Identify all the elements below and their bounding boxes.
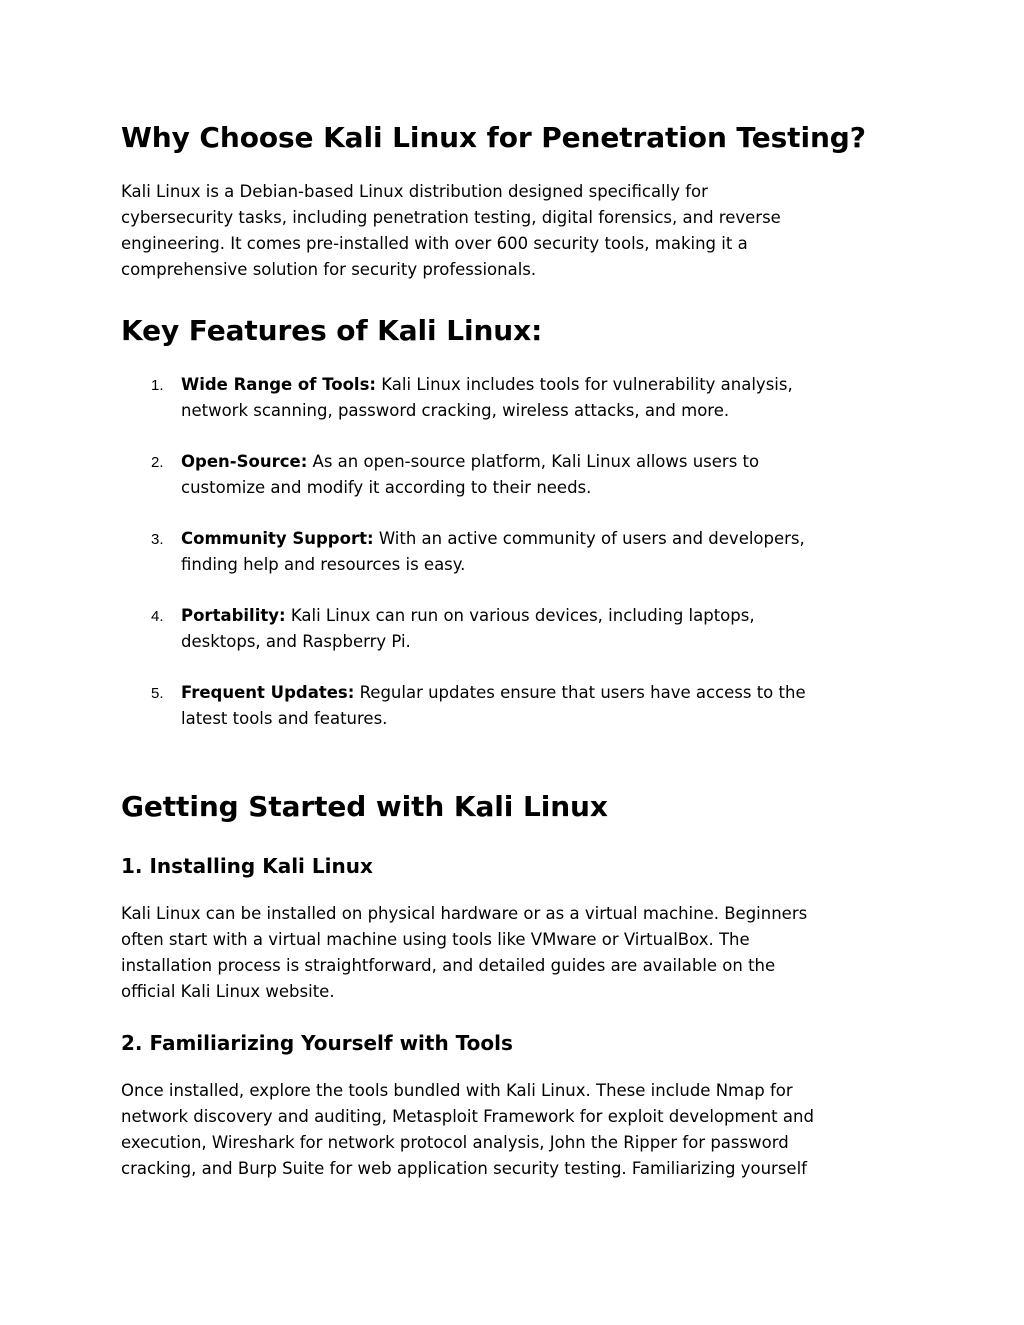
feature-description: As an open-source platform, Kali Linux allows users to bbox=[307, 452, 760, 471]
paragraph-line: official Kali Linux website. bbox=[121, 982, 335, 1001]
list-number: 5. bbox=[151, 685, 164, 702]
list-number: 2. bbox=[151, 454, 164, 471]
feature-description: Kali Linux can run on various devices, including laptops, bbox=[285, 606, 755, 625]
subheading-installing: 1. Installing Kali Linux bbox=[121, 854, 373, 878]
paragraph-line: comprehensive solution for security professionals. bbox=[121, 260, 537, 279]
feature-term: Community Support: bbox=[181, 529, 374, 548]
paragraph-line: Once installed, explore the tools bundled with Kali Linux. These include Nmap for bbox=[121, 1081, 793, 1100]
feature-description: With an active community of users and developers, bbox=[373, 529, 805, 548]
list-number: 4. bbox=[151, 608, 164, 625]
feature-term: Portability: bbox=[181, 606, 286, 625]
feature-description-continued: finding help and resources is easy. bbox=[181, 555, 466, 574]
subheading-familiarizing-tools: 2. Familiarizing Yourself with Tools bbox=[121, 1031, 513, 1055]
paragraph-line: cracking, and Burp Suite for web application security testing. Familiarizing yourself bbox=[121, 1159, 807, 1178]
paragraph-installing bbox=[121, 901, 901, 1005]
paragraph-line: execution, Wireshark for network protocol analysis, John the Ripper for password bbox=[121, 1133, 789, 1152]
heading-why-choose-kali: Why Choose Kali Linux for Penetration Testing? bbox=[121, 121, 866, 154]
feature-term: Open-Source: bbox=[181, 452, 308, 471]
feature-description-continued: desktops, and Raspberry Pi. bbox=[181, 632, 411, 651]
feature-description-continued: customize and modify it according to their needs. bbox=[181, 478, 592, 497]
feature-description-continued: network scanning, password cracking, wireless attacks, and more. bbox=[181, 401, 730, 420]
list-number: 1. bbox=[151, 377, 164, 394]
paragraph-why-choose-kali bbox=[121, 179, 901, 283]
feature-term: Frequent Updates: bbox=[181, 683, 355, 702]
paragraph-line: often start with a virtual machine using tools like VMware or VirtualBox. The bbox=[121, 930, 750, 949]
paragraph-line: engineering. It comes pre-installed with over 600 security tools, making it a bbox=[121, 234, 748, 253]
heading-getting-started: Getting Started with Kali Linux bbox=[121, 790, 608, 823]
paragraph-line: installation process is straightforward, and detailed guides are available on the bbox=[121, 956, 776, 975]
list-number: 3. bbox=[151, 531, 164, 548]
paragraph-line: network discovery and auditing, Metasploit Framework for exploit development and bbox=[121, 1107, 814, 1126]
feature-description: Regular updates ensure that users have access to the bbox=[354, 683, 806, 702]
feature-description-continued: latest tools and features. bbox=[181, 709, 388, 728]
heading-key-features: Key Features of Kali Linux: bbox=[121, 314, 543, 347]
paragraph-line: Kali Linux can be installed on physical hardware or as a virtual machine. Beginners bbox=[121, 904, 808, 923]
paragraph-line: cybersecurity tasks, including penetration testing, digital forensics, and reverse bbox=[121, 208, 781, 227]
paragraph-line: Kali Linux is a Debian-based Linux distribution designed specifically for bbox=[121, 182, 708, 201]
feature-term: Wide Range of Tools: bbox=[181, 375, 377, 394]
paragraph-familiarizing-tools bbox=[121, 1078, 901, 1182]
feature-description: Kali Linux includes tools for vulnerability analysis, bbox=[376, 375, 793, 394]
